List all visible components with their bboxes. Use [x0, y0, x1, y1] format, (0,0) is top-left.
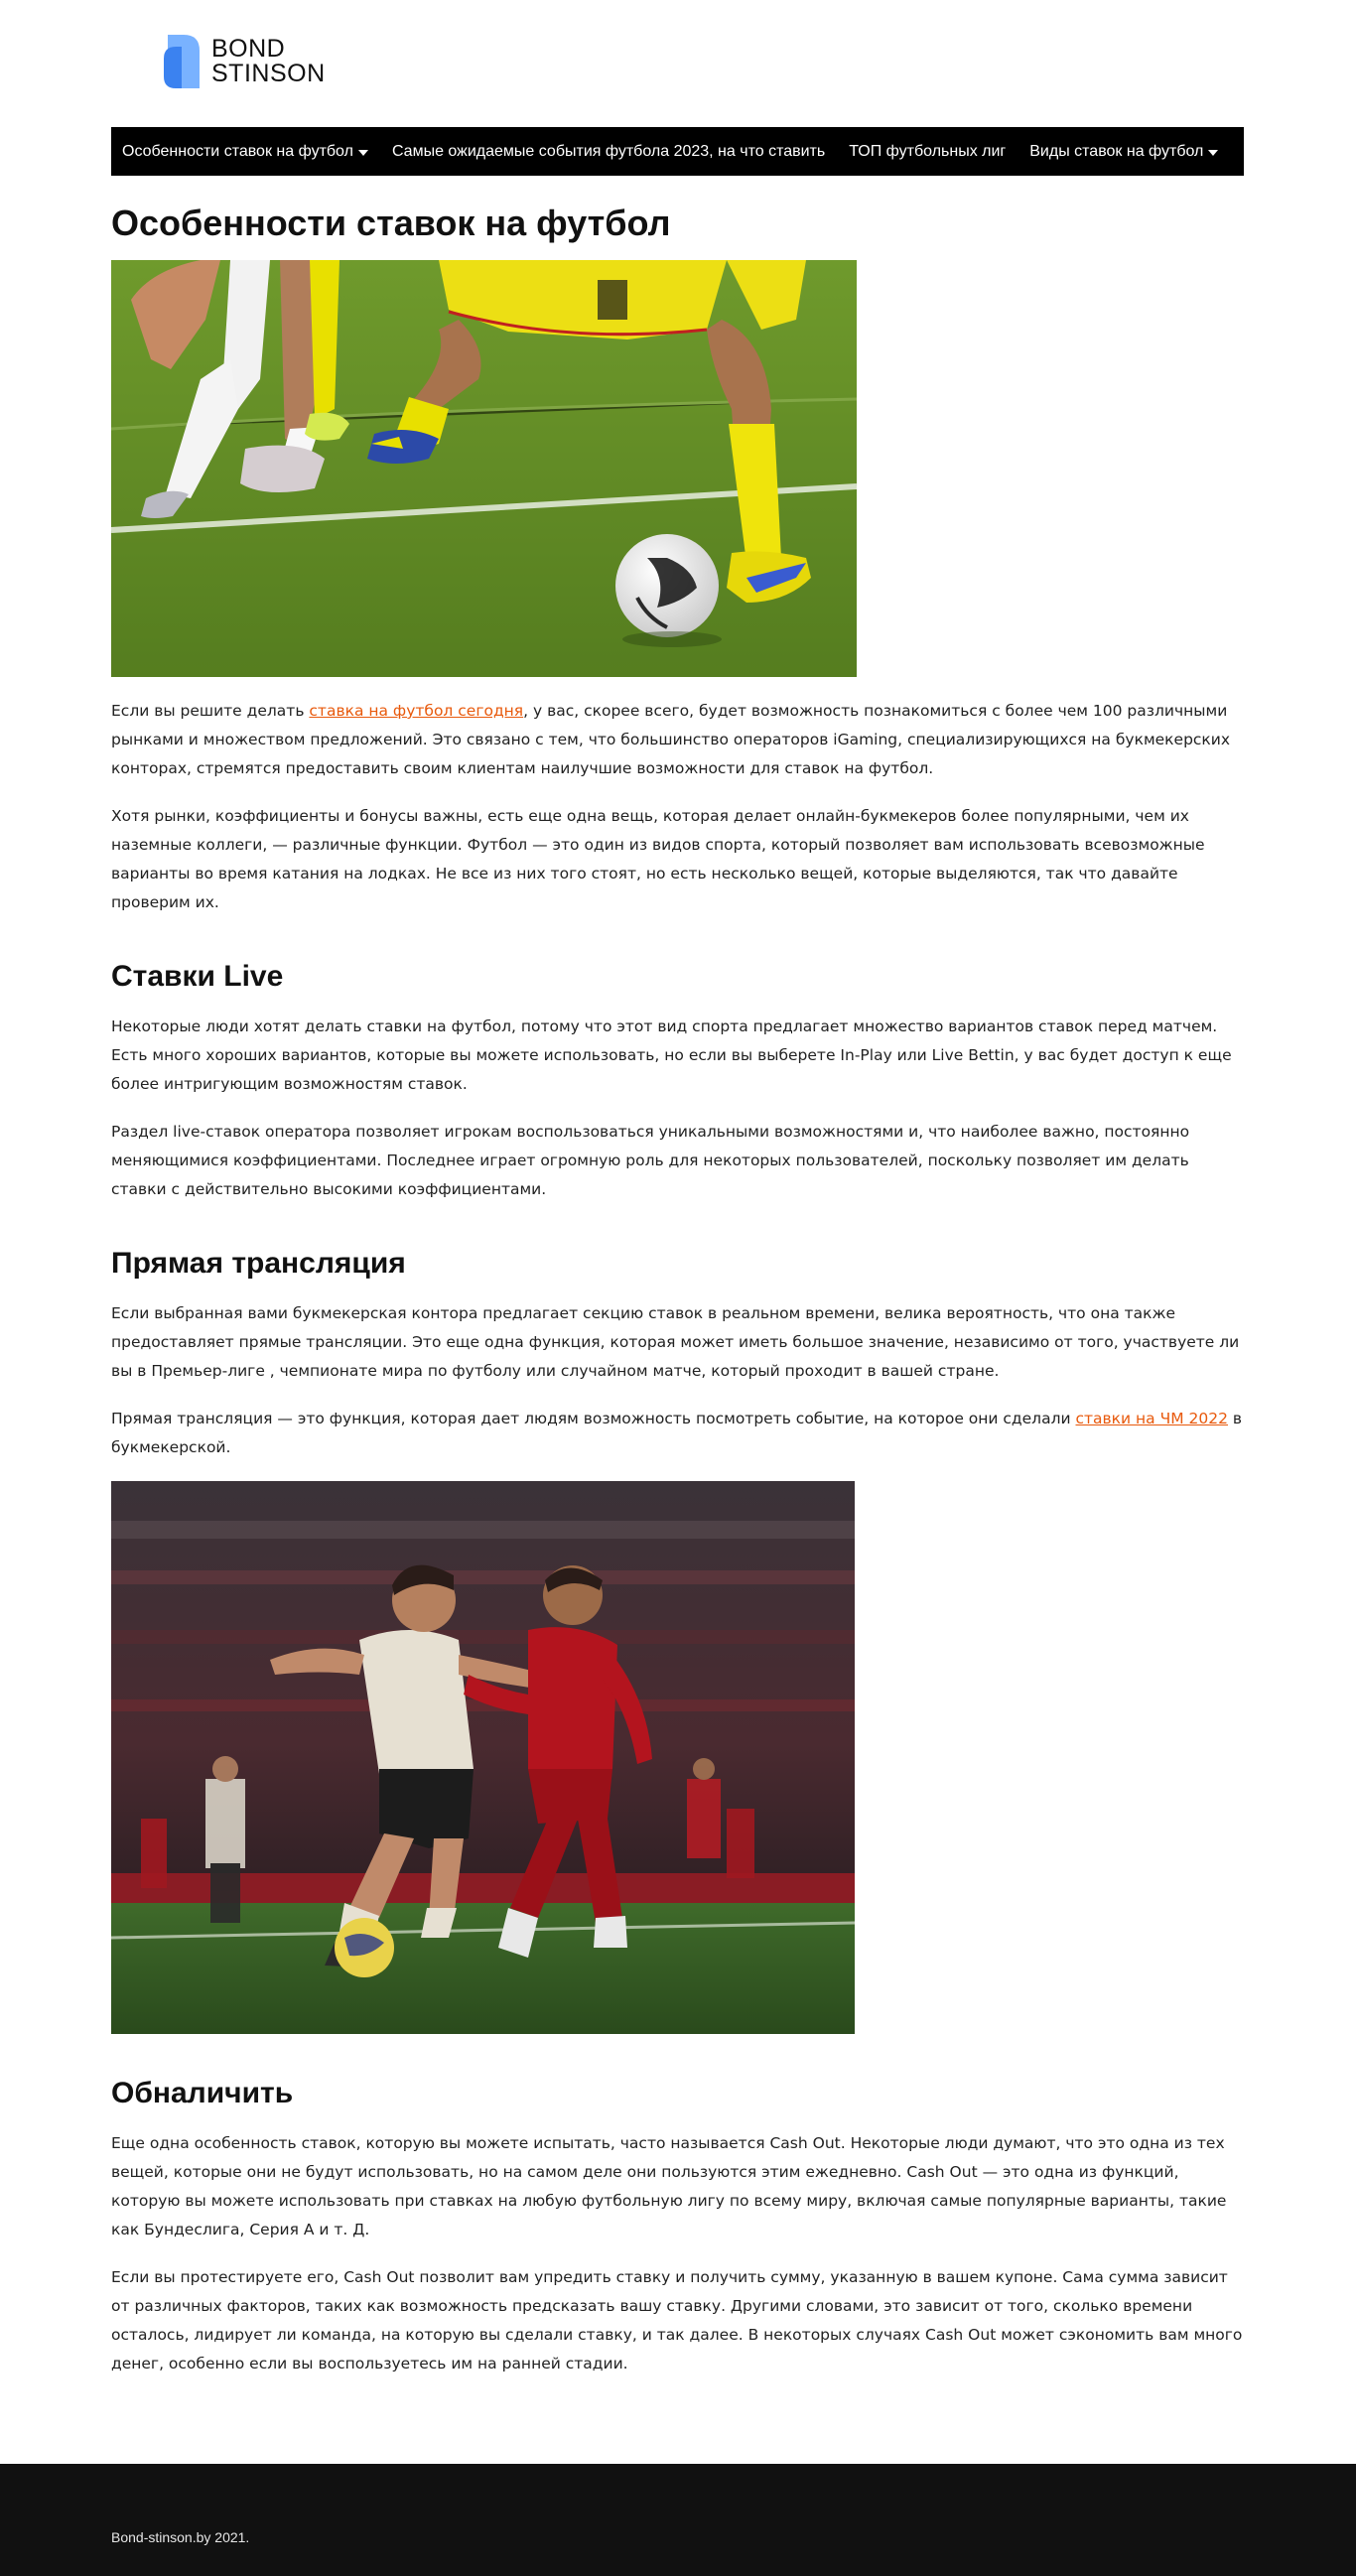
nav-item-events-2023[interactable] — [392, 143, 825, 161]
nav-item-label: Самые ожидаемые события футбола 2023, на что ставить — [391, 142, 826, 160]
article-paragraph: Хотя рынки, коэффициенты и бонусы важны, есть еще одна вещь, которая делает онлайн-букмекеров более популярными, чем их наземные коллеги, — различные функции. Футбол — это один из видов спорта, который позволяет вам использовать всевозможные варианты во время катания на лодках. Не все из них того стоят, но есть несколько вещей, которые выделяются, так что давайте проверим их. — [111, 807, 1205, 911]
caret-down-icon — [358, 150, 368, 156]
site-header — [0, 0, 1356, 127]
nav-item-label: ТОП футбольных лиг — [849, 142, 1007, 160]
text-fragment: , у вас, скорее всего, будет возможность познакомиться с более чем 100 различными рынками и множеством предложений. Это связано с тем, что большинство операторов iGaming, специализирующихся на букмекерских конторах, стремятся предоставить своим клиентам наилучшие возможности для ставок на футбол. — [111, 702, 1231, 777]
text-fragment: Прямая трансляция — это функция, которая дает людям возможность посмотреть событие, на которое они сделали — [111, 1410, 1076, 1427]
text-fragment: в букмекерской. — [111, 1410, 1243, 1456]
page-title: Особенности ставок на футбол — [111, 203, 671, 243]
article-paragraph: Раздел live-ставок оператора позволяет игрокам воспользоваться уникальными возможностями и, что наиболее важно, постоянно меняющимися коэффициентами. Последнее играет огромную роль для некоторых пользователей, поскольку позволяет им делать ставки с действительно высокими коэффициентами. — [111, 1123, 1190, 1198]
text-fragment: Если вы решите делать — [111, 702, 310, 720]
footer-copyright: Bond-stinson.by 2021. — [111, 2529, 250, 2545]
main-nav — [111, 127, 1244, 176]
article-paragraph — [111, 1405, 1244, 1462]
article-paragraph: Еще одна особенность ставок, которую вы можете испытать, часто называется Cash Out. Некоторые люди думают, что это одна из тех вещей, которые они не будут использовать, но на самом деле они пользуются этим ежедневно. Cash Out — это одна из функций, которую вы можете использовать при ставках на любую футбольную лигу по всему миру, включая самые популярные варианты, такие как Бундеслига, Серия А и т. Д. — [111, 2134, 1227, 2238]
site-footer — [0, 2464, 1356, 2576]
nav-item-label: Виды ставок на футбол — [1029, 142, 1204, 160]
nav-item-betting-features[interactable] — [122, 143, 368, 161]
article-paragraph: Если вы протестируете его, Cash Out позволит вам упредить ставку и получить сумму, указанную в вашем купоне. Сама сумма зависит от различных факторов, таких как возможность предсказать вашу ставку. Другими словами, это зависит от того, сколько времени осталось, лидирует ли команда, на которую вы сделали ставку, и так далее. В некоторых случаях Cash Out может сэкономить вам много денег, особенно если вы воспользуетесь им на ранней стадии. — [111, 2268, 1243, 2373]
betting-today-link[interactable]: ставка на футбол сегодня — [309, 702, 524, 720]
logo-mark-icon — [162, 33, 202, 90]
football-kick-image — [111, 260, 857, 677]
logo-line-1: BOND — [211, 35, 286, 63]
logo-line-2: STINSON — [211, 60, 326, 87]
nav-item-label: Особенности ставок на футбол — [122, 142, 353, 160]
nav-item-top-leagues[interactable] — [849, 143, 1006, 161]
article-paragraph: Некоторые люди хотят делать ставки на футбол, потому что этот вид спорта предлагает множество вариантов ставок перед матчем. Есть много хороших вариантов, которые вы можете использовать, но если вы выберете In-Play или Live Bettin, у вас будет доступ к еще более интригующим возможностям ставок. — [111, 1017, 1232, 1093]
section-heading-stream: Прямая трансляция — [111, 1247, 406, 1280]
site-logo[interactable] — [162, 33, 326, 90]
article-paragraph: Если выбранная вами букмекерская контора предлагает секцию ставок в реальном времени, велика вероятность, что она также предоставляет прямые трансляции. Это еще одна функция, которая может иметь большое значение, независимо от того, участвуете ли вы в Премьер-лиге , чемпионате мира по футболу или случайном матче, который проходит в вашей стране. — [111, 1304, 1240, 1380]
football-match-image — [111, 1481, 855, 2034]
section-heading-cash-out: Обналичить — [111, 2077, 294, 2109]
article — [111, 176, 1244, 2397]
section-heading-live: Ставки Live — [111, 960, 284, 993]
nav-item-bet-types[interactable] — [1029, 143, 1218, 161]
caret-down-icon — [1208, 150, 1218, 156]
logo-text — [211, 37, 326, 86]
world-cup-bets-link[interactable]: ставки на ЧМ 2022 — [1075, 1410, 1228, 1427]
article-paragraph — [111, 697, 1244, 783]
